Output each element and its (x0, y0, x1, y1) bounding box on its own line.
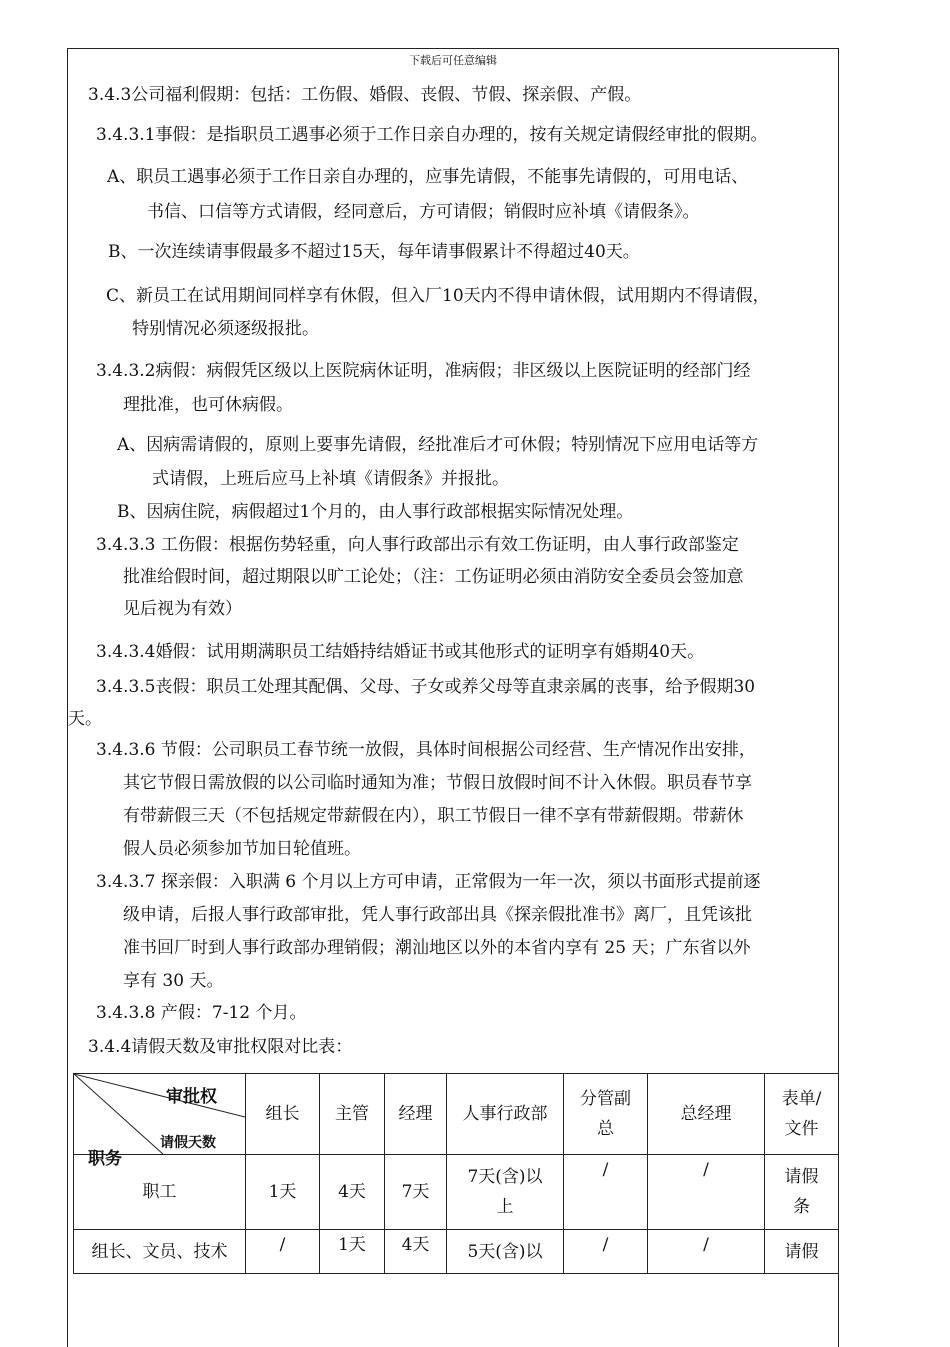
text-line: C、新员工在试用期间同样享有休假，但入厂10天内不得申请休假，试用期内不得请假， (106, 286, 770, 306)
text-line: 假人员必须参加节加日轮值班。 (123, 839, 361, 859)
text-line: A、因病需请假的，原则上要事先请假，经批准后才可休假；特别情况下应用电话等方 (117, 435, 759, 455)
table-cell: / (648, 1155, 765, 1230)
corner-cell (74, 1074, 246, 1169)
approval-table (73, 1073, 839, 1274)
header-cell: 主管 (320, 1074, 385, 1155)
text-line: 3.4.3.5丧假：职员工处理其配偶、父母、子女或养父母等直隶亲属的丧事，给予假期30 (96, 677, 756, 697)
text-line: 3.4.3.8 产假：7-12 个月。 (96, 1003, 307, 1023)
text-line: 见后视为有效） (123, 599, 242, 619)
table-cell: / (564, 1155, 648, 1230)
cell-line: 7天(含)以 (467, 1167, 543, 1187)
text-line: 级申请，后报人事行政部审批，凭人事行政部出具《探亲假批准书》离厂，且凭该批 (123, 905, 752, 925)
text-line: 准书回厂时到人事行政部办理销假；潮汕地区以外的本省内享有 25 天；广东省以外 (123, 938, 751, 958)
text-line: 3.4.3.1事假：是指职员工遇事必须于工作日亲自办理的，按有关规定请假经审批的假期。 (96, 125, 768, 145)
text-line: 天。 (68, 709, 102, 729)
header-cell: 人事行政部 (447, 1074, 564, 1155)
text-line: 3.4.3.6 节假：公司职员工春节统一放假，具体时间根据公司经营、生产情况作出安排， (96, 740, 756, 760)
table-cell: / (564, 1230, 648, 1274)
table-cell: 4天 (320, 1155, 385, 1230)
header-cell: 总经理 (648, 1074, 765, 1155)
header-line: 总 (597, 1119, 614, 1139)
table-cell: / (648, 1230, 765, 1274)
cell-line: 上 (496, 1197, 514, 1217)
page-header-watermark: 下载后可任意编辑 (409, 54, 497, 67)
text-line: 3.4.3.7 探亲假：入职满 6 个月以上方可申请，正常假为一年一次，须以书面形式提前逐 (96, 872, 761, 892)
cell-line: 条 (793, 1197, 810, 1217)
header-cell: 经理 (385, 1074, 447, 1155)
table-row (74, 1230, 839, 1274)
corner-label-approval: 审批权 (166, 1087, 217, 1107)
header-line: 文件 (784, 1119, 819, 1139)
text-line: 3.4.3公司福利假期：包括：工伤假、婚假、丧假、节假、探亲假、产假。 (88, 85, 642, 105)
text-line: B、因病住院，病假超过1个月的，由人事行政部根据实际情况处理。 (117, 502, 634, 522)
text-line: 特别情况必须逐级报批。 (132, 319, 319, 339)
text-line: 书信、口信等方式请假，经同意后，方可请假；销假时应补填《请假条》。 (147, 202, 700, 222)
text-line: 3.4.3.2病假：病假凭区级以上医院病休证明，准病假；非区级以上医院证明的经部门经 (96, 361, 751, 381)
text-line: 批准给假时间，超过期限以旷工论处；（注：工伤证明必须由消防安全委员会签加意 (123, 567, 744, 587)
header-cell (765, 1074, 839, 1155)
table-cell: 1天 (320, 1230, 385, 1274)
text-line: B、一次连续请事假最多不超过15天，每年请事假累计不得超过40天。 (108, 242, 640, 262)
text-line: 有带薪假三天（不包括规定带薪假在内），职工节假日一律不享有带薪假期。带薪休 (123, 806, 744, 826)
header-cell (564, 1074, 648, 1155)
table-header-row (74, 1074, 839, 1155)
text-line: 3.4.3.4婚假：试用期满职员工结婚持结婚证书或其他形式的证明享有婚期40天。 (96, 642, 705, 662)
corner-label-days: 请假天数 (160, 1135, 216, 1151)
text-line: 理批准，也可休病假。 (123, 395, 293, 415)
table-cell: 1天 (246, 1155, 320, 1230)
table-cell: / (246, 1230, 320, 1274)
table-row (74, 1155, 839, 1230)
text-line: 式请假，上班后应马上补填《请假条》并报批。 (152, 469, 509, 489)
table-cell (447, 1155, 564, 1230)
text-line: 3.4.4请假天数及审批权限对比表： (88, 1037, 353, 1057)
table-cell: 7天 (385, 1155, 447, 1230)
table-cell: 4天 (385, 1230, 447, 1274)
text-line: A、职员工遇事必须于工作日亲自办理的，应事先请假，不能事先请假的，可用电话、 (107, 167, 749, 187)
cell-line: 请假 (784, 1167, 819, 1187)
corner-label-position: 职务 (88, 1149, 122, 1169)
table-cell: 5天(含)以 (447, 1230, 564, 1274)
header-line: 分管副 (580, 1089, 631, 1109)
header-line: 表单/ (781, 1089, 822, 1109)
role-cell: 职工 (74, 1155, 246, 1230)
table-cell (765, 1155, 839, 1230)
header-cell: 组长 (246, 1074, 320, 1155)
text-line: 享有 30 天。 (123, 971, 224, 991)
role-cell: 组长、文员、技术 (74, 1230, 246, 1274)
table-cell: 请假 (765, 1230, 839, 1274)
text-line: 其它节假日需放假的以公司临时通知为准；节假日放假时间不计入休假。职员春节享 (123, 773, 752, 793)
text-line: 3.4.3.3 工伤假：根据伤势轻重，向人事行政部出示有效工伤证明，由人事行政部鉴定 (96, 535, 739, 555)
